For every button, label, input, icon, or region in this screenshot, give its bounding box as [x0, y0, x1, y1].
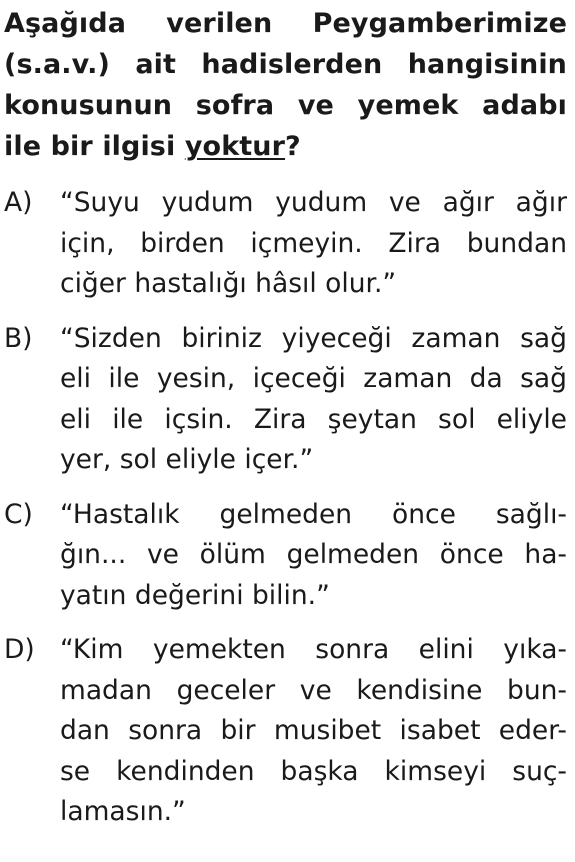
option-c-text — [60, 495, 567, 617]
option-b-line: “Sizden biriniz yiyeceği zaman sağ — [60, 322, 567, 354]
option-a-letter: A) — [4, 187, 33, 218]
option-d-line: madan geceler ve kendisine bun- — [60, 674, 567, 706]
option-b-line: eli ile içsin. Zira şeytan sol eliyle — [60, 403, 567, 435]
question-mark: ? — [285, 131, 301, 162]
option-c-line: “Hastalık gelmeden önce sağlı- — [60, 498, 567, 530]
option-a-line: “Suyu yudum yudum ve ağır ağır — [60, 187, 567, 218]
option-b-line: eli ile yesin, içeceği zaman da sağ — [60, 363, 567, 394]
option-d-letter: D) — [4, 634, 35, 665]
option-c[interactable] — [4, 495, 567, 617]
option-c-line: ğın... ve ölüm gelmeden önce ha- — [60, 539, 567, 570]
question-last-line — [4, 126, 567, 167]
option-b[interactable] — [4, 319, 567, 481]
question-last-line-prefix: ile bir ilgisi — [4, 131, 185, 162]
question-negative-keyword: yoktur — [184, 131, 285, 162]
option-d[interactable] — [4, 630, 567, 833]
option-c-letter: C) — [4, 498, 33, 530]
option-d-line: lamasın.” — [60, 796, 186, 827]
option-a-line: ciğer hastalığı hâsıl olur.” — [60, 268, 397, 299]
option-a[interactable] — [4, 183, 567, 305]
option-d-line: dan sonra bir musibet isabet eder- — [60, 715, 567, 746]
option-c-line: yatın değerini bilin.” — [60, 579, 330, 611]
option-d-line: se kendinden başka kimseyi suç- — [60, 755, 567, 787]
option-a-text — [60, 183, 567, 305]
option-b-text — [60, 319, 567, 481]
option-b-line: yer, sol eliyle içer.” — [60, 444, 314, 475]
question-line: Aşağıda verilen Peygamberimize — [4, 8, 567, 39]
option-d-line: “Kim yemekten sonra elini yıka- — [60, 634, 567, 665]
question-line: (s.a.v.) ait hadislerden hangisinin — [4, 49, 567, 80]
question-line: konusunun sofra ve yemek adabı — [4, 90, 567, 121]
option-b-letter: B) — [4, 322, 33, 354]
option-d-text — [60, 630, 567, 833]
question-stem — [4, 3, 567, 167]
option-a-line: için, birden içmeyin. Zira bundan — [60, 227, 567, 259]
